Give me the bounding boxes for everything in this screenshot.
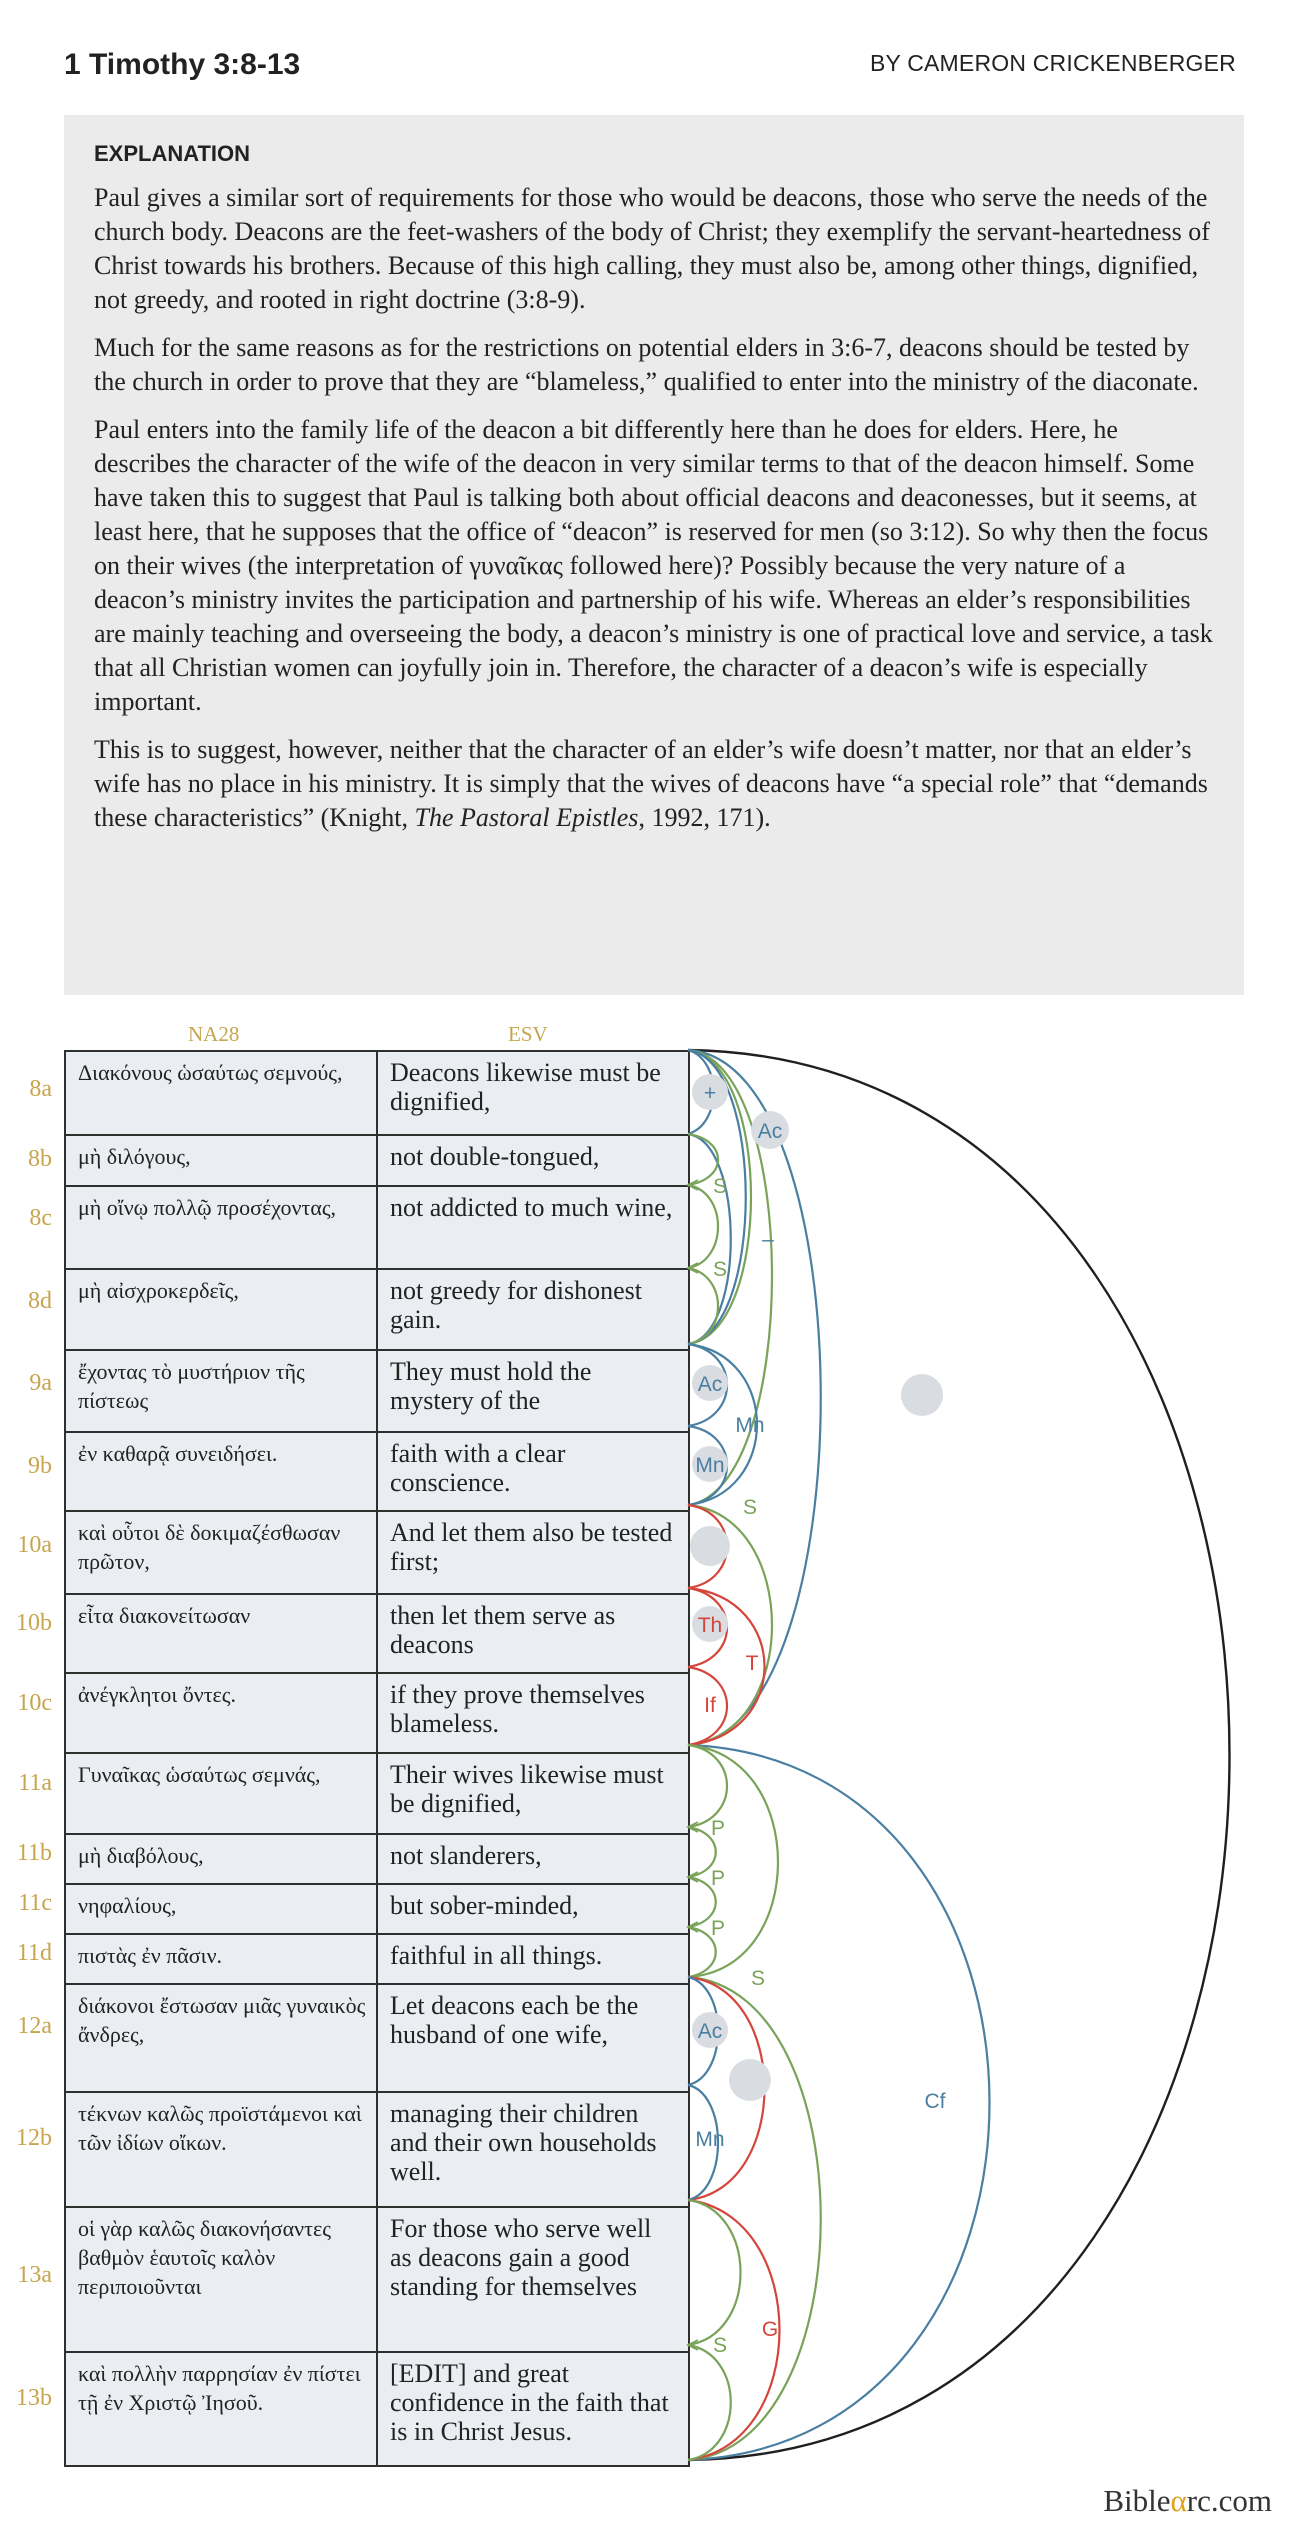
verse-label: 12a	[17, 2013, 52, 2039]
label-t: T	[745, 1652, 759, 1675]
arc-green	[688, 2200, 741, 2345]
verse-label: 8d	[28, 1288, 52, 1314]
book-title: The Pastoral Epistles	[414, 803, 639, 832]
english-cell: [EDIT] and great confidence in the faith that is in Christ Jesus.	[377, 2352, 689, 2466]
explanation-text: , 1992, 171).	[638, 803, 771, 832]
label-th: Th	[697, 1614, 723, 1637]
brand-text: rc.com	[1186, 2483, 1272, 2518]
greek-cell: τέκνων καλῶς προϊστάμενοι καὶ τῶν ἰδίων οἴκων.	[65, 2092, 377, 2207]
english-cell: not addicted to much wine,	[377, 1186, 689, 1269]
label-ac: Ac	[697, 2020, 723, 2043]
label-mn: Mn	[695, 1454, 725, 1477]
greek-cell: καὶ πολλὴν παρρησίαν ἐν πίστει τῇ ἐν Χριστῷ Ἰησοῦ.	[65, 2352, 377, 2466]
column-header-english: ESV	[508, 1022, 548, 1046]
greek-cell: Διακόνους ὡσαύτως σεμνούς,	[65, 1051, 377, 1135]
arc-green	[688, 1745, 778, 1977]
english-cell: if they prove themselves blameless.	[377, 1673, 689, 1753]
greek-cell: διάκονοι ἔστωσαν μιᾶς γυναικὸς ἄνδρες,	[65, 1984, 377, 2092]
label-plus: +	[703, 1082, 717, 1105]
english-cell: faithful in all things.	[377, 1934, 689, 1984]
label-p: P	[710, 1917, 726, 1940]
verse-label: 11d	[16, 1940, 52, 1966]
english-cell: faith with a clear conscience.	[377, 1432, 689, 1511]
label-ac: Ac	[697, 1373, 723, 1396]
column-header-greek: NA28	[188, 1022, 240, 1046]
label-s: S	[712, 1258, 728, 1281]
verse-label: 12b	[16, 2125, 52, 2151]
label-disc	[690, 1526, 730, 1566]
explanation-paragraph: Paul gives a similar sort of requirements for those who would be deacons, those who serve the needs of the church body. Deacons are the feet-washers of the body of Christ; they exemplify the servant-heartedness of Christ towards his brothers. Because of this high calling, they must also be, among other things, dignified, not greedy, and rooted in right doctrine (3:8-9).	[94, 183, 1210, 314]
arc-green	[688, 2345, 731, 2460]
verse-label: 8a	[29, 1076, 52, 1102]
verse-label: 9a	[29, 1370, 52, 1396]
label-minus: –	[762, 1228, 774, 1251]
page-title: 1 Timothy 3:8-13	[64, 48, 301, 81]
english-cell: They must hold the mystery of the	[377, 1350, 689, 1432]
label-ac: Ac	[757, 1120, 783, 1143]
greek-cell: νηφαλίους,	[65, 1884, 377, 1934]
greek-cell: εἶτα διακονείτωσαν	[65, 1594, 377, 1673]
explanation-paragraph: Much for the same reasons as for the restrictions on potential elders in 3:6-7, deacons should be tested by the church in order to prove that they are “blameless,” qualified to enter into the ministry of the diaconate.	[94, 333, 1199, 396]
greek-cell: οἱ γὰρ καλῶς διακονήσαντες βαθμὸν ἑαυτοῖς καλὸν περιποιοῦνται	[65, 2207, 377, 2352]
label-if: If	[704, 1694, 716, 1717]
arc-green	[688, 1745, 727, 1827]
greek-cell: Γυναῖκας ὡσαύτως σεμνάς,	[65, 1753, 377, 1834]
english-cell: Let deacons each be the husband of one wife,	[377, 1984, 689, 2092]
english-cell: but sober-minded,	[377, 1884, 689, 1934]
greek-cell: μὴ διλόγους,	[65, 1135, 377, 1186]
verse-label: 11a	[18, 1770, 52, 1796]
verse-label: 11b	[16, 1840, 52, 1866]
label-s: S	[750, 1967, 766, 1990]
verse-label: 10b	[16, 1610, 52, 1636]
label-disc	[729, 2059, 771, 2101]
verse-label: 9b	[28, 1453, 52, 1479]
label-disc	[901, 1374, 943, 1416]
label-s: S	[712, 2334, 728, 2357]
greek-cell: ἐν καθαρᾷ συνειδήσει.	[65, 1432, 377, 1511]
english-cell: not greedy for dishonest gain.	[377, 1269, 689, 1350]
greek-cell: καὶ οὗτοι δὲ δοκιμαζέσθωσαν πρῶτον,	[65, 1511, 377, 1594]
greek-cell: πιστὰς ἐν πᾶσιν.	[65, 1934, 377, 1984]
brand-text: Bible	[1103, 2483, 1171, 2518]
verse-label: 13a	[17, 2262, 52, 2288]
label-p: P	[710, 1867, 726, 1890]
author-byline: BY CAMERON CRICKENBERGER	[869, 50, 1236, 76]
greek-cell: μὴ διαβόλους,	[65, 1834, 377, 1884]
label-s: S	[742, 1496, 758, 1519]
verse-label: 8c	[29, 1205, 52, 1231]
explanation-text: This is to suggest, however, neither that the character of an elder’s wife doesn’t matter, nor that an elder’s wife has no place in his ministry. It is simply that the wives of deacons have “a special role” that “demands these characteristics” (Knight,	[94, 735, 1208, 832]
verse-label: 10a	[17, 1532, 52, 1558]
english-cell: then let them serve as deacons	[377, 1594, 689, 1673]
label-g: G	[761, 2318, 779, 2341]
arc-outer	[688, 1050, 1230, 2460]
english-cell: For those who serve well as deacons gain a good standing for themselves	[377, 2207, 689, 2352]
greek-cell: μὴ αἰσχροκερδεῖς,	[65, 1269, 377, 1350]
verse-label: 8b	[28, 1146, 52, 1172]
english-cell: not slanderers,	[377, 1834, 689, 1884]
label-mn: Mn	[695, 2128, 725, 2151]
verse-label: 11c	[18, 1890, 52, 1916]
english-cell: Their wives likewise must be dignified,	[377, 1753, 689, 1834]
label-s: S	[712, 1175, 728, 1198]
english-cell: And let them also be tested first;	[377, 1511, 689, 1594]
arc-green	[688, 1977, 821, 2460]
label-mn: Mn	[735, 1414, 765, 1437]
verse-label: 13b	[16, 2385, 52, 2411]
greek-cell: ἀνέγκλητοι ὄντες.	[65, 1673, 377, 1753]
verse-label: 10c	[17, 1690, 52, 1716]
label-p: P	[710, 1817, 726, 1840]
english-cell: managing their children and their own households well.	[377, 2092, 689, 2207]
greek-cell: μὴ οἴνῳ πολλῷ προσέχοντας,	[65, 1186, 377, 1269]
greek-cell: ἔχοντας τὸ μυστήριον τῆς πίστεως	[65, 1350, 377, 1432]
explanation-heading: EXPLANATION	[94, 141, 251, 166]
brand-alpha: α	[1170, 2483, 1187, 2518]
english-cell: Deacons likewise must be dignified,	[377, 1051, 689, 1135]
explanation-paragraph: Paul enters into the family life of the deacon a bit differently here than he does for elders. Here, he describes the character of the wife of the deacon in very similar terms to that of the deacon himself. Some have taken this to suggest that Paul is talking both about official deacons and deaconesses, but it seems, at least here, that he supposes that the office of “deacon” is reserved for men (so 3:12). So why then the focus on their wives (the interpretation of γυναῖκας followed here)? Possibly because the very nature of a deacon’s ministry invites the participation and partnership of his wife. Whereas an elder’s responsibilities are mainly teaching and overseeing the body, a deacon’s ministry is one of practical love and service, a task that all Christian women can joyfully join in. Therefore, the character of a deacon’s wife is especially important.	[94, 415, 1213, 716]
label-cf: Cf	[924, 2090, 946, 2113]
english-cell: not double-tongued,	[377, 1135, 689, 1186]
brand-logo	[1103, 2483, 1272, 2519]
arrow-tick	[688, 1263, 698, 1273]
